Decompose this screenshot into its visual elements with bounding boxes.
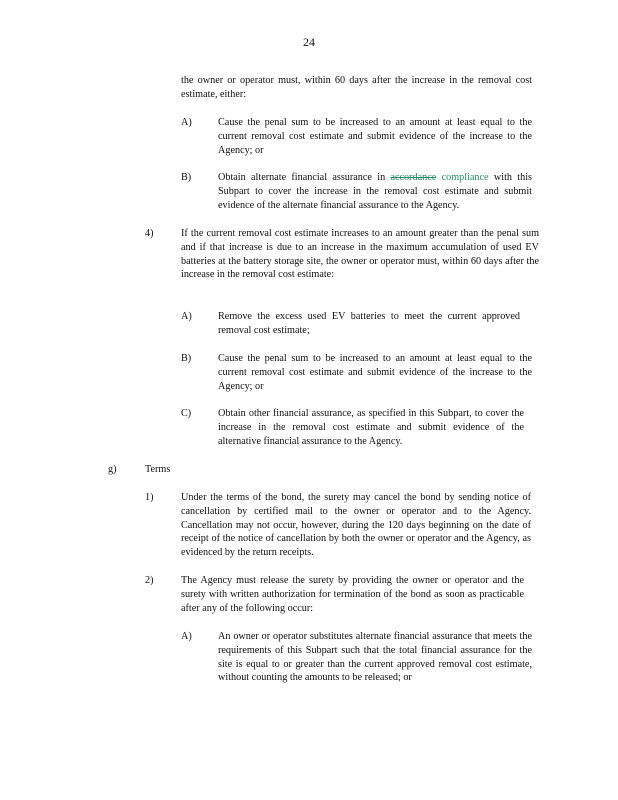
item-4-text: If the current removal cost estimate increases to an amount greater than the penal sum and if that increase is due to an increase in the maximum accumulation of used EV batteries at the battery storage site, the owner or operator must, within 60 days after the increase in the removal cost estimate: — [181, 228, 539, 281]
item-3a-text: Cause the penal sum to be increased to an amount at least equal to the current removal cost estimate and submit evidence of the increase to the Agency; or — [218, 117, 532, 156]
item-4b-label: B) — [181, 353, 192, 364]
item-4a-text: Remove the excess used EV batteries to meet the current approved removal cost estimate; — [218, 311, 520, 336]
item-g2-text: The Agency must release the surety by providing the owner or operator and the surety with written authorization for termination of the bond as soon as practicable after any of the following occur: — [181, 575, 524, 614]
item-g1-label: 1) — [145, 492, 154, 503]
item-4c-label: C) — [181, 408, 192, 419]
item-3b-text-before: Obtain alternate financial assurance in — [218, 172, 386, 183]
item-g2-label: 2) — [145, 575, 154, 586]
item-g1-text: Under the terms of the bond, the surety may cancel the bond by sending notice of cancellation by certified mail to the owner or operator and to the Agency. Cancellation may not occur, however, during the 120 days beginning on the date of receipt of the notice of cancellation by both the owner or operator and the Agency, as evidenced by the return receipts. — [181, 492, 531, 559]
item-3b-text-after: with this Subpart to cover the increase in the removal cost estimate and submit evidence of the alternate financial assurance to the Agency. — [218, 172, 533, 211]
section-g-title: Terms — [145, 464, 171, 475]
deleted-text: accordance — [390, 172, 437, 183]
intro-paragraph: the owner or operator must, within 60 days after the increase in the removal cost estimate, either: — [181, 75, 532, 100]
item-g2a-label: A) — [181, 631, 192, 642]
item-3b-text — [218, 171, 532, 212]
item-4c-text: Obtain other financial assurance, as specified in this Subpart, to cover the increase in the removal cost estimate and submit evidence of the alternative financial assurance to the Agency. — [218, 408, 524, 447]
item-3b-label: B) — [181, 172, 192, 183]
item-3a-label: A) — [181, 117, 192, 128]
section-g-label: g) — [108, 464, 117, 475]
inserted-text: compliance — [441, 172, 489, 183]
item-4a-label: A) — [181, 311, 192, 322]
item-g2a-text: An owner or operator substitutes alternate financial assurance that meets the requirements of this Subpart such that the total financial assurance for the site is equal to or greater than the current approved removal cost estimate, without counting the amounts to be released; or — [218, 631, 532, 684]
page-number: 24 — [303, 35, 315, 49]
item-4-label: 4) — [145, 228, 154, 239]
item-4b-text: Cause the penal sum to be increased to an amount at least equal to the current removal cost estimate and submit evidence of the increase to the Agency; or — [218, 353, 532, 392]
